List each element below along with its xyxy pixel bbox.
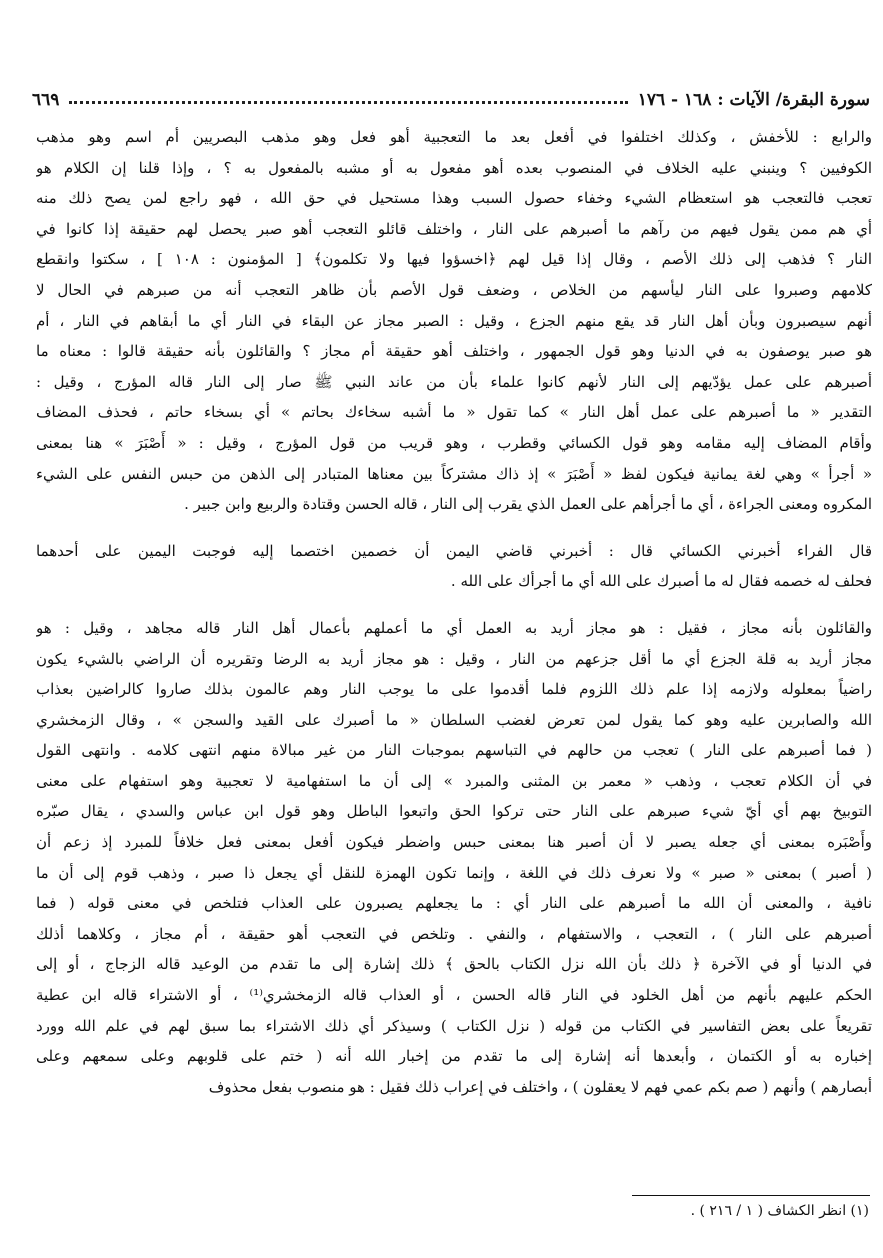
text-line: مجاز أريد به قلة الجزع أي ما أقل جزعهم من النار ، وقيل : هو مجاز أريد به الرضا وتقريره أن الراضي بالشيء يكون	[36, 649, 872, 668]
text-line: نافية ، والمعنى أن الله ما أصبرهم على النار أي : ما يجعلهم يصبرون على العذاب فتلخص في معنى قوله ( فما	[36, 894, 872, 913]
page-number: ٦٦٩	[32, 90, 60, 110]
main-text	[36, 122, 872, 1102]
text-line: قال الفراء أخبرني الكسائي قال : أخبرني قاضي اليمن أن خصمين اختصما إليه فوجبت اليمين على أحدهما	[36, 541, 872, 560]
paragraph-gap	[36, 597, 872, 613]
footnote-divider	[632, 1195, 870, 1196]
text-line: إخباره به أو الكتمان ، وأبعدها أنه إشارة إلى ما تقدم من إخبار الله أنه ( ختم على قلوبهم وعلى سمعهم وعلى	[36, 1047, 872, 1066]
text-line: راضياً بمعلوله ولازمه إذا علم ذلك اللزوم فلما أقدموا على ما يوجب النار وهم عالمون بذلك صاروا كالراضين بعذاب	[36, 680, 872, 699]
text-line: « أجرأ » وهي لغة يمانية فيكون لفظ « أَصْبَرَ » إذ ذاك مشتركاً بين معناها المتبادر إلى الذهن من حبس النفس على الشيء	[36, 464, 872, 483]
text-line: والقائلون بأنه مجاز ، فقيل : هو مجاز أريد به العمل أي ما أعملهم بأعمال أهل النار قاله مجاهد ، وقيل : هو	[36, 618, 872, 637]
text-line: هو صبر يوصفون به في الدنيا وهو قول الجمهور ، واختلف أهو حقيقة أم مجاز ؟ والقائلون بأنه حقيقة قالوا : معناه ما	[36, 342, 872, 361]
running-header	[32, 86, 870, 114]
text-line: أبصارهم ) وأنهم ( صم بكم عمي فهم لا يعقلون ) ، واختلف في إعراب ذلك فقيل : هو منصوب بفعل محذوف	[208, 1077, 872, 1096]
text-line: الكوفيين ؟ وينبني عليه الخلاف في المنصوب بعده أهو مفعول به أو مشبه بالمفعول به ؟ ، وإذا قلنا إن الكلام هو	[36, 158, 872, 177]
text-line: أصبرهم على عمل يؤدّيهم إلى النار لأنهم كانوا علماء بأن من عاند النبي ﷺ صار إلى النار قاله المؤرج ، وقيل :	[36, 372, 872, 391]
text-line: في أن الكلام تعجب ، وذهب « معمر بن المثنى والمبرد » إلى أن ما استفهامية لا تعجبية وهو استفهام على معنى	[36, 771, 872, 790]
text-line: التقدير « ما أصبرهم على عمل أهل النار » كما تقول « ما أشبه سخاءك بحاتم » أي بسخاء حاتم ، فحذف المضاف	[36, 403, 872, 422]
header-dot-leader	[69, 101, 627, 104]
text-line: أصبرهم على النار ) ، التعجب ، والاستفهام ، والنفي . وتلخص في التعجب أهو حقيقة ، أم مجاز ، وكلاهما أذلك	[36, 924, 872, 943]
text-line: وأَصْبَره بمعنى أي جعله يصبر لا أن أصبر هنا بمعنى حبس واضطر فيكون أفعل بمعنى فعل خلافاً للمبرد إذ زعم أن	[36, 833, 872, 852]
text-line: كلامهم وصبروا على النار ليأسهم من الخلاص ، وضعف قول الأصم بأن ظاهر التعجب أنه من صبرهم في الحال لا	[36, 280, 872, 299]
text-line: في الدنيا أو في الآخرة ﴿ ذلك بأن الله نزل الكتاب بالحق ﴾ ذلك إشارة إلى ما تقدم من الوعيد قاله الزجاج ، أو إلى	[36, 955, 872, 974]
paragraph-gap	[36, 520, 872, 536]
text-line: أنهم سيصبرون وبأن أهل النار قد يقع منهم الجزع ، وقيل : الصبر مجاز عن البقاء في النار أي ما أبقاهم في النار ، أم	[36, 311, 872, 330]
text-line: وأقام المضاف إليه مقامه وهو قول الكسائي وقطرب ، وهو قريب من قول المؤرج ، وقيل : « أَصْبَرَ » هنا بمعنى	[36, 433, 872, 452]
surah-verse-title: سورة البقرة/ الآيات : ١٦٨ - ١٧٦	[637, 90, 870, 110]
text-line: التوبيخ بهم أي أيّ شيء صبرهم على النار حتى تركوا الحق واتبعوا الباطل وهو قول ابن عباس والسدي ، يقال صبّره	[36, 802, 872, 821]
text-line: تعجب فالتعجب هو استعظام الشيء وخفاء حصول السبب وهذا مستحيل في حق الله ، فهو راجع لمن يصح ذلك منه	[36, 189, 872, 208]
footnote: (١) انظر الكشاف ( ١ / ٢١٦ ) .	[690, 1203, 869, 1219]
text-line: الله والصابرين عليه وهو كما يقول لمن تعرض لغضب السلطان « ما أصبرك على القيد والسجن » ، وقال الزمخشري	[36, 710, 872, 729]
text-line: ( فما أصبرهم على النار ) تعجب من حالهم في التباسهم بموجبات النار من غير مبالاة منهم انتهى كلامه . وانتهى القول	[36, 741, 872, 760]
text-line: والرابع : للأخفش ، وكذلك اختلفوا في أفعل بعد ما التعجبية أهو فعل وهو مذهب البصريين أم اسم وهو مذهب	[36, 128, 872, 146]
text-line: فحلف له خصمه فقال له ما أصبرك على الله أي ما أجرأك على الله .	[450, 572, 872, 591]
text-line: أي هم ممن يقول فيهم من رآهم ما أصبرهم على النار ، واختلف قائلو التعجب أهو صبر يحصل لهم حقيقة إذا كانوا في	[36, 219, 872, 238]
paragraph	[36, 536, 872, 597]
text-line: ( أصبر ) بمعنى « صبر » ولا نعرف ذلك في اللغة ، وإنما تكون الهمزة للنقل أي يجعل ذا صبر ، وذهب قوم إلى أن ما	[36, 863, 872, 882]
text-line: تقريعاً على بعض التفاسير في الكتاب من قوله ( نزل الكتاب ) وسيذكر أي ذلك الاشتراء بما سبق لهم في علم الله وورد	[36, 1016, 872, 1035]
text-line: المكروه ومعنى الجراءة ، أي ما أجرأهم على العمل الذي يقرب إلى النار ، قاله الحسن وقتادة والربيع وابن جبير .	[184, 495, 872, 514]
text-line: النار ؟ فذهب إلى ذلك الأصم ، وقال إذا قيل لهم ﴿اخسؤوا فيها ولا تكلمون﴾ [ المؤمنون : ١٠٨ ] ، سكتوا وانقطع	[36, 250, 872, 269]
paragraph	[36, 122, 872, 520]
text-line: الحكم عليهم بأنهم من أهل الخلود في النار قاله الحسن ، أو العذاب قاله الزمخشري⁽¹⁾ ، أو الاشتراء قاله ابن عطية	[36, 986, 872, 1005]
paragraph	[36, 613, 872, 1103]
